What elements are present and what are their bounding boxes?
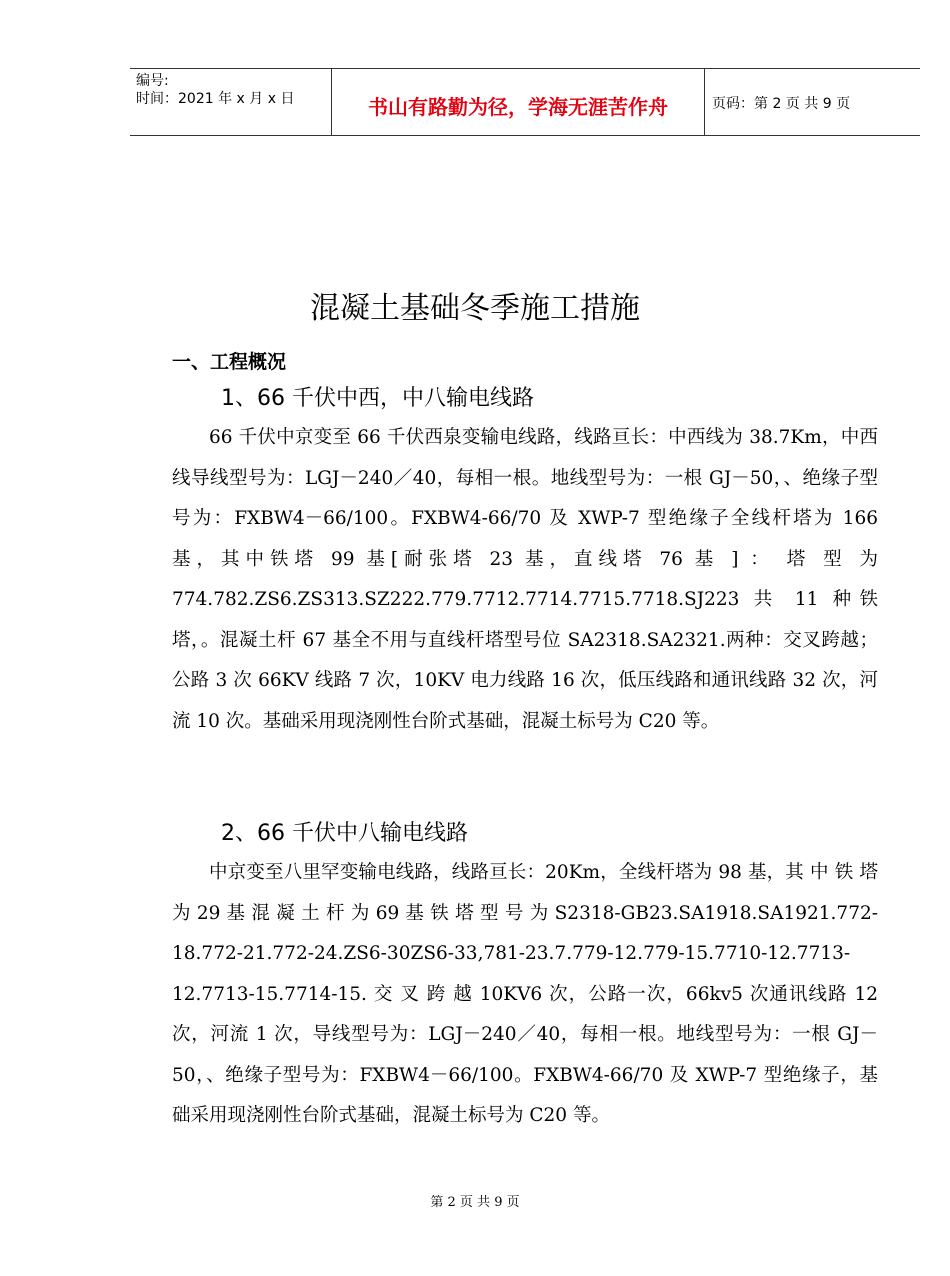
- paragraph-line-1: 66 千伏中京变至 66 千伏西泉变输电线路，线路亘长：中西线为 38.7Km，中西线导线型号为：LGJ－240／40，每相一根。地线型号为：一根 GJ－50，、绝缘子型号为：FXBW4－66/100。FXBW4-66/70 及 XWP-7 型绝缘子全线杆塔为 166 基，其中铁塔 99 基[耐张塔 23 基，直线塔 76 基 ] ： 塔 型 为 774.782.ZS6.ZS313.SZ222.779.7712.7714.7715.7718.SJ223 共 11 种铁塔，。混凝土杆 67 基全不用与直线杆塔型号位 SA2318.SA2321.两种：交叉跨越；公路 3 次 66KV 线路 7 次，10KV 电力线路 16 次，低压线路和通讯线路 32 次，河流 10 次。基础采用现浇刚性台阶式基础，混凝土标号为 C20 等。: [172, 427, 878, 732]
- header-motto: 书山有路勤为径，学海无涯苦作舟: [368, 95, 668, 119]
- header-bottom-rule: [130, 135, 920, 136]
- document-number-label: 编号:: [136, 73, 169, 89]
- subsection-heading-2: 2、66 千伏中八输电线路: [221, 821, 468, 846]
- header-divider-right: [704, 68, 705, 136]
- document-time: 时间：2021 年 x 月 x 日: [136, 91, 295, 107]
- section-heading-overview: 一、工程概况: [172, 351, 287, 373]
- subsection-heading-1: 1、66 千伏中西，中八输电线路: [221, 386, 534, 411]
- header-meta: [136, 72, 294, 108]
- page-footer: 第 2 页 共 9 页: [430, 1195, 520, 1210]
- header-page-info: 页码：第 2 页 共 9 页: [712, 96, 851, 112]
- document-title: 混凝土基础冬季施工措施: [310, 291, 640, 326]
- paragraph-line-2: 中京变至八里罕变输电线路，线路亘长：20Km，全线杆塔为 98 基，其 中 铁 塔 为 29 基 混 凝 土 杆 为 69 基 铁 塔 型 号 为 S2318-GB23.SA1918.SA1921.772-18.772-21.772-24.ZS6-30ZS6-33,781-23.7.779-12.779-15.7710-12.7713-12.7713-15.7714-15. 交 叉 跨 越 10KV6 次，公路一次，66kv5 次通讯线路 12 次，河流 1 次，导线型号为：LGJ－240／40，每相一根。地线型号为：一根 GJ－50，、绝缘子型号为：FXBW4－66/100。FXBW4-66/70 及 XWP-7 型绝缘子，基础采用现浇刚性台阶式基础，混凝土标号为 C20 等。: [172, 862, 878, 1126]
- header-top-rule: [130, 68, 920, 69]
